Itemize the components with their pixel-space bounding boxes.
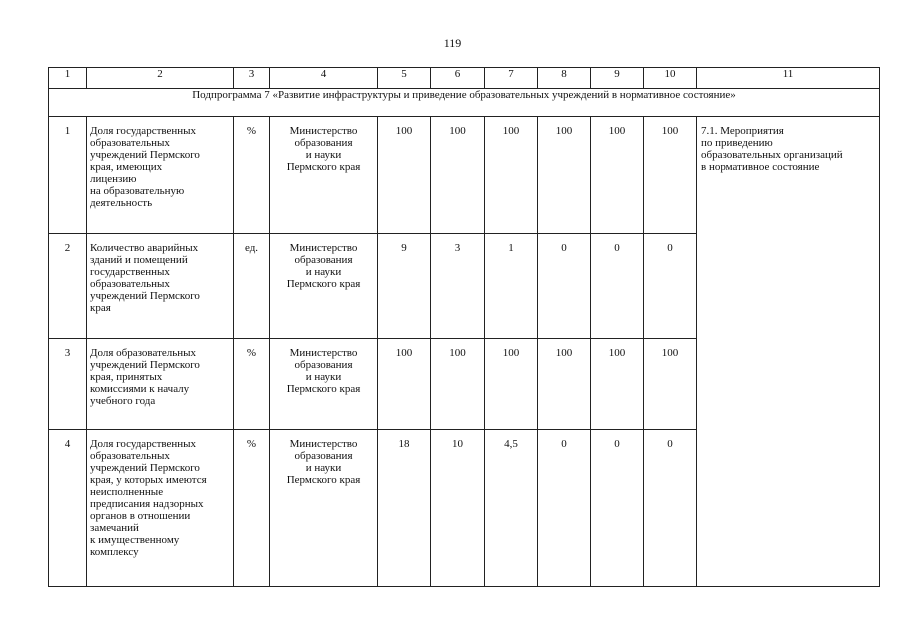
indicator-name-text: Доля образовательных учреждений Пермского края, принятых комиссиями к началу учебного года xyxy=(90,347,200,407)
header-cell: 4 xyxy=(270,68,378,89)
value-cell: 100 xyxy=(485,117,538,234)
activity-text: 7.1. Мероприятия по приведению образовательных организаций в нормативное состояние xyxy=(701,125,843,173)
subprogram-title: Подпрограмма 7 «Развитие инфраструктуры и приведение образовательных учреждений в нормативное состояние» xyxy=(49,89,880,117)
header-cell: 5 xyxy=(378,68,431,89)
indicator-name xyxy=(87,117,234,234)
header-cell: 10 xyxy=(644,68,697,89)
ministry-text: Министерство образования и науки Пермского края xyxy=(286,347,361,395)
value-cell: 0 xyxy=(591,430,644,587)
value-cell: 100 xyxy=(431,339,485,430)
ministry xyxy=(270,234,378,339)
unit: % xyxy=(234,117,270,234)
header-row xyxy=(49,68,880,89)
header-cell: 3 xyxy=(234,68,270,89)
ministry-text: Министерство образования и науки Пермского края xyxy=(286,242,361,290)
header-cell: 8 xyxy=(538,68,591,89)
activity-cell xyxy=(697,117,880,587)
indicator-name xyxy=(87,430,234,587)
value-cell: 100 xyxy=(378,117,431,234)
value-cell: 100 xyxy=(591,339,644,430)
indicators-table xyxy=(48,67,880,587)
subprogram-row xyxy=(49,89,880,117)
value-cell: 0 xyxy=(538,430,591,587)
value-cell: 0 xyxy=(591,234,644,339)
unit: % xyxy=(234,339,270,430)
value-cell: 100 xyxy=(644,339,697,430)
value-cell: 18 xyxy=(378,430,431,587)
value-cell: 1 xyxy=(485,234,538,339)
value-cell: 100 xyxy=(538,339,591,430)
indicator-name xyxy=(87,234,234,339)
value-cell: 100 xyxy=(378,339,431,430)
value-cell: 100 xyxy=(644,117,697,234)
indicator-name-text: Количество аварийных зданий и помещений государственных образовательных учреждений Пермского края xyxy=(90,242,200,314)
header-cell: 6 xyxy=(431,68,485,89)
ministry-text: Министерство образования и науки Пермского края xyxy=(286,438,361,486)
header-cell: 11 xyxy=(697,68,880,89)
value-cell: 9 xyxy=(378,234,431,339)
unit: ед. xyxy=(234,234,270,339)
header-cell: 7 xyxy=(485,68,538,89)
table-row xyxy=(49,117,880,234)
value-cell: 0 xyxy=(644,430,697,587)
unit: % xyxy=(234,430,270,587)
ministry-text: Министерство образования и науки Пермского края xyxy=(286,125,361,173)
value-cell: 10 xyxy=(431,430,485,587)
value-cell: 100 xyxy=(591,117,644,234)
ministry xyxy=(270,339,378,430)
value-cell: 0 xyxy=(644,234,697,339)
row-number: 1 xyxy=(49,117,87,234)
value-cell: 100 xyxy=(485,339,538,430)
row-number: 2 xyxy=(49,234,87,339)
value-cell: 4,5 xyxy=(485,430,538,587)
value-cell: 100 xyxy=(431,117,485,234)
row-number: 3 xyxy=(49,339,87,430)
indicator-name xyxy=(87,339,234,430)
header-cell: 1 xyxy=(49,68,87,89)
header-cell: 9 xyxy=(591,68,644,89)
indicator-name-text: Доля государственных образовательных учреждений Пермского края, имеющих лицензию на образовательную деятельность xyxy=(90,125,200,209)
value-cell: 0 xyxy=(538,234,591,339)
ministry xyxy=(270,117,378,234)
indicator-name-text: Доля государственных образовательных учреждений Пермского края, у которых имеются неисполненные предписания надзорных органов в отношении замечаний к имущественному комплексу xyxy=(90,438,207,558)
value-cell: 3 xyxy=(431,234,485,339)
value-cell: 100 xyxy=(538,117,591,234)
header-cell: 2 xyxy=(87,68,234,89)
row-number: 4 xyxy=(49,430,87,587)
ministry xyxy=(270,430,378,587)
page-number: 119 xyxy=(443,36,462,50)
